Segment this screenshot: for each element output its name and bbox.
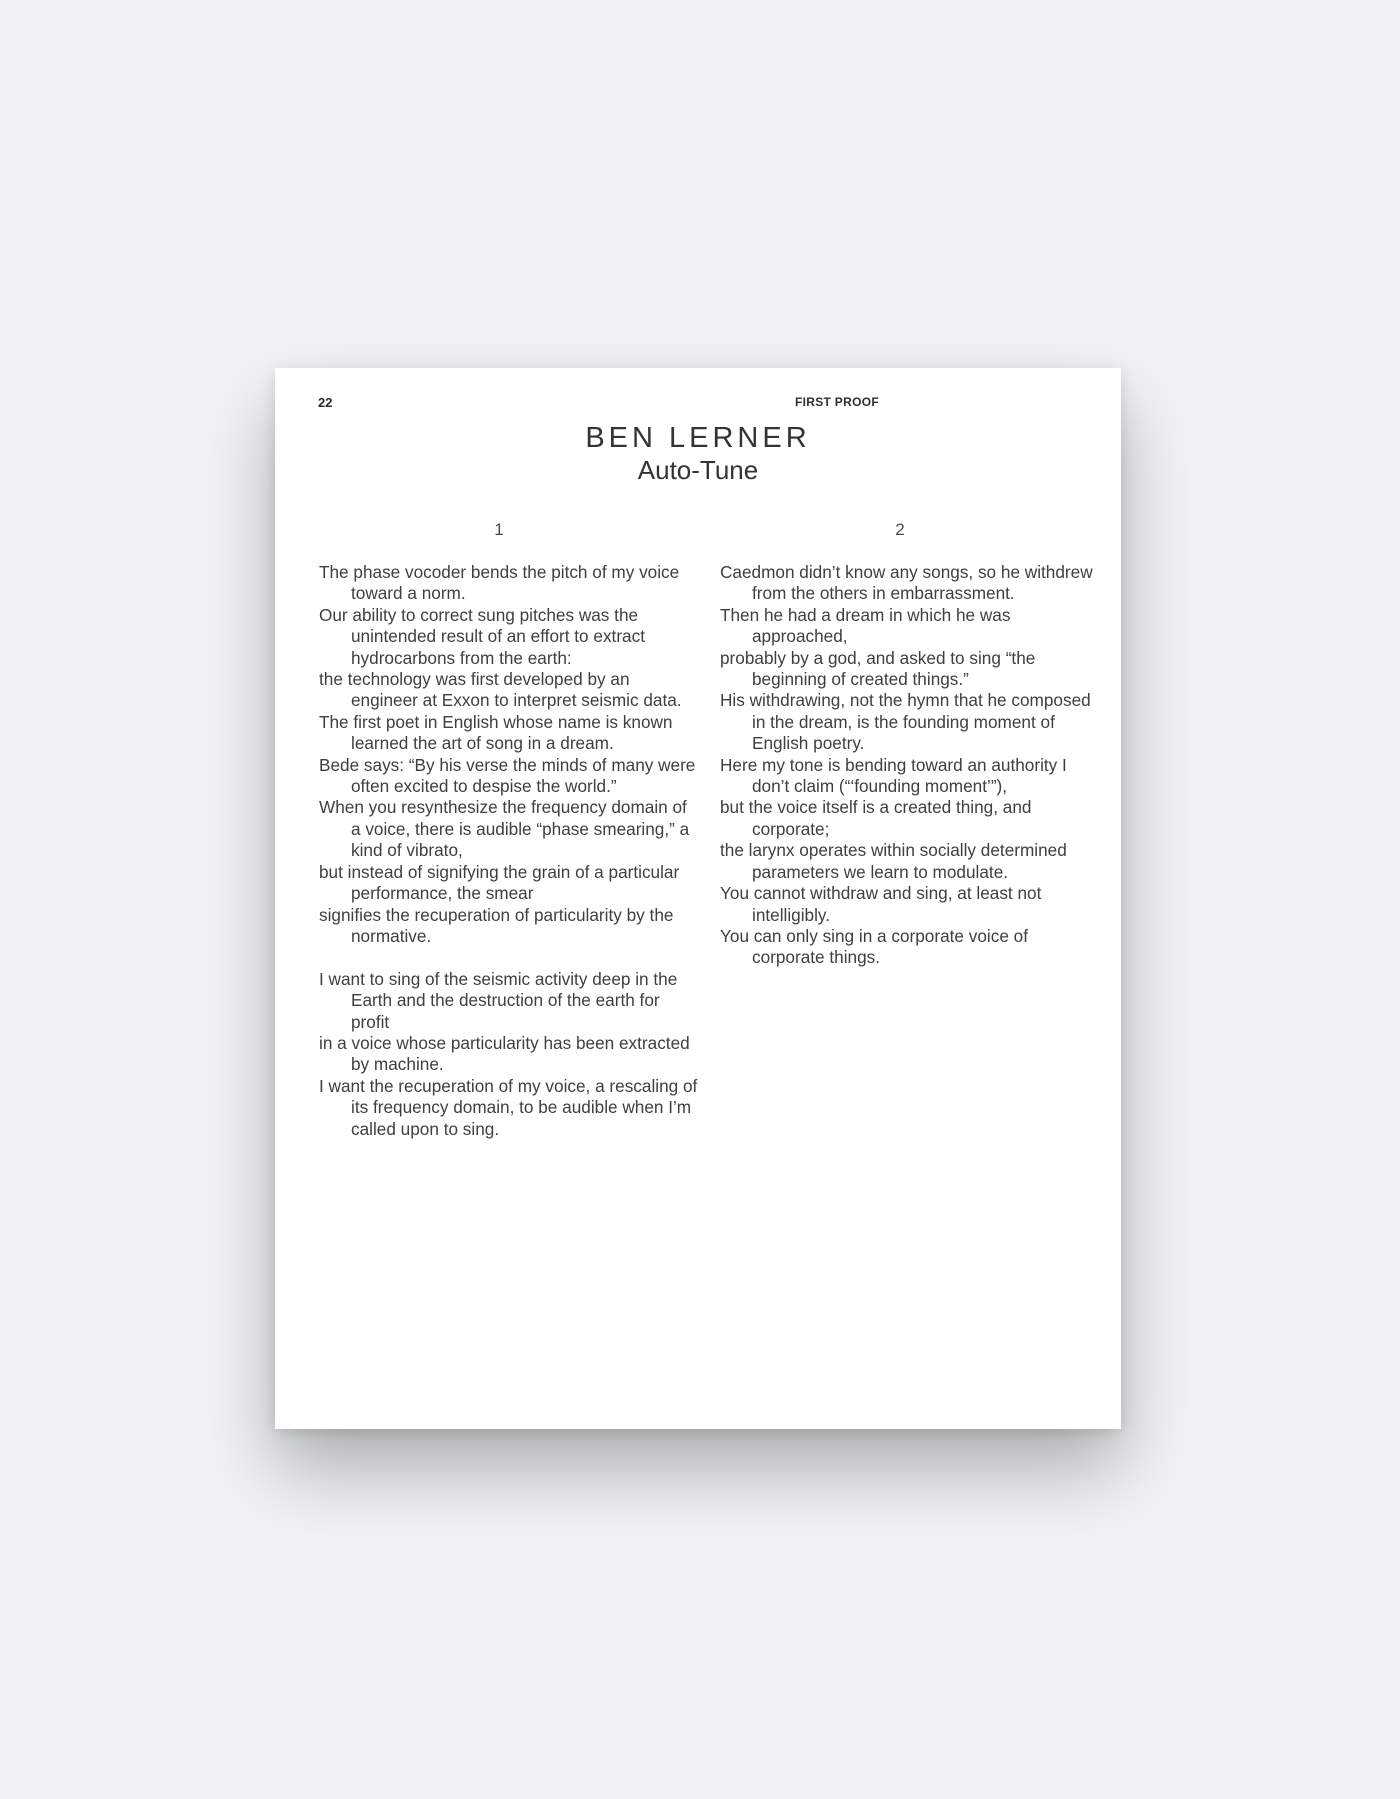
poem-line: the technology was first developed by an engineer at Exxon to interpret seismic data. [319,669,682,711]
poem-line: I want the recuperation of my voice, a rescaling of its frequency domain, to be audible when I’m called upon to sing. [319,1075,698,1139]
poem-line: Bede says: “By his verse the minds of many were often excited to despise the world.” [319,754,696,797]
poem-line: Here my tone is bending toward an authority I don’t claim (“‘founding moment’”), [720,754,1067,797]
poem-line: His withdrawing, not the hymn that he composed in the dream, is the founding moment of English poetry. [720,690,1091,754]
book-page [275,368,1121,1429]
poem-line: You can only sing in a corporate voice of corporate things. [720,925,1028,968]
stanza-break [319,947,699,968]
section-number-2: 2 [895,520,905,539]
poem-line: Caedmon didn’t know any songs, so he withdrew from the others in embarrassment. [720,562,1093,604]
proof-label: FIRST PROOF [795,395,879,409]
author-name: BEN LERNER [585,422,811,454]
section-1-text [319,562,699,1140]
poem-line: Then he had a dream in which he was approached, [720,604,1011,647]
section-number-1: 1 [494,520,504,539]
poem-line: signifies the recuperation of particularity by the normative. [319,904,674,946]
poem-line: but instead of signifying the grain of a particular performance, the smear [319,861,680,904]
poem-line: probably by a god, and asked to sing “the beginning of created things.” [720,647,1036,690]
poem-title: Auto-Tune [637,455,759,485]
poem-line: in a voice whose particularity has been extracted by machine. [319,1032,690,1075]
poem-line: Our ability to correct sung pitches was the unintended result of an effort to extract hydrocarbons from the earth: [319,604,645,668]
page-number: 22 [318,395,333,410]
poem-section-2 [720,520,1100,969]
poem-section-1 [319,520,699,1140]
poem-line: but the voice itself is a created thing, and corporate; [720,797,1032,839]
poem-line: the larynx operates within socially determined parameters we learn to modulate. [720,840,1067,882]
poem-line: When you resynthesize the frequency domain of a voice, there is audible “phase smearing,” a kind of vibrato, [319,797,690,861]
poem-line: You cannot withdraw and sing, at least not intelligibly. [720,883,1042,925]
poem-line: The first poet in English whose name is known learned the art of song in a dream. [319,711,673,754]
section-2-text [720,562,1100,969]
poem-line: The phase vocoder bends the pitch of my voice toward a norm. [319,562,680,604]
poem-line: I want to sing of the seismic activity deep in the Earth and the destruction of the earth for profit [319,968,678,1032]
